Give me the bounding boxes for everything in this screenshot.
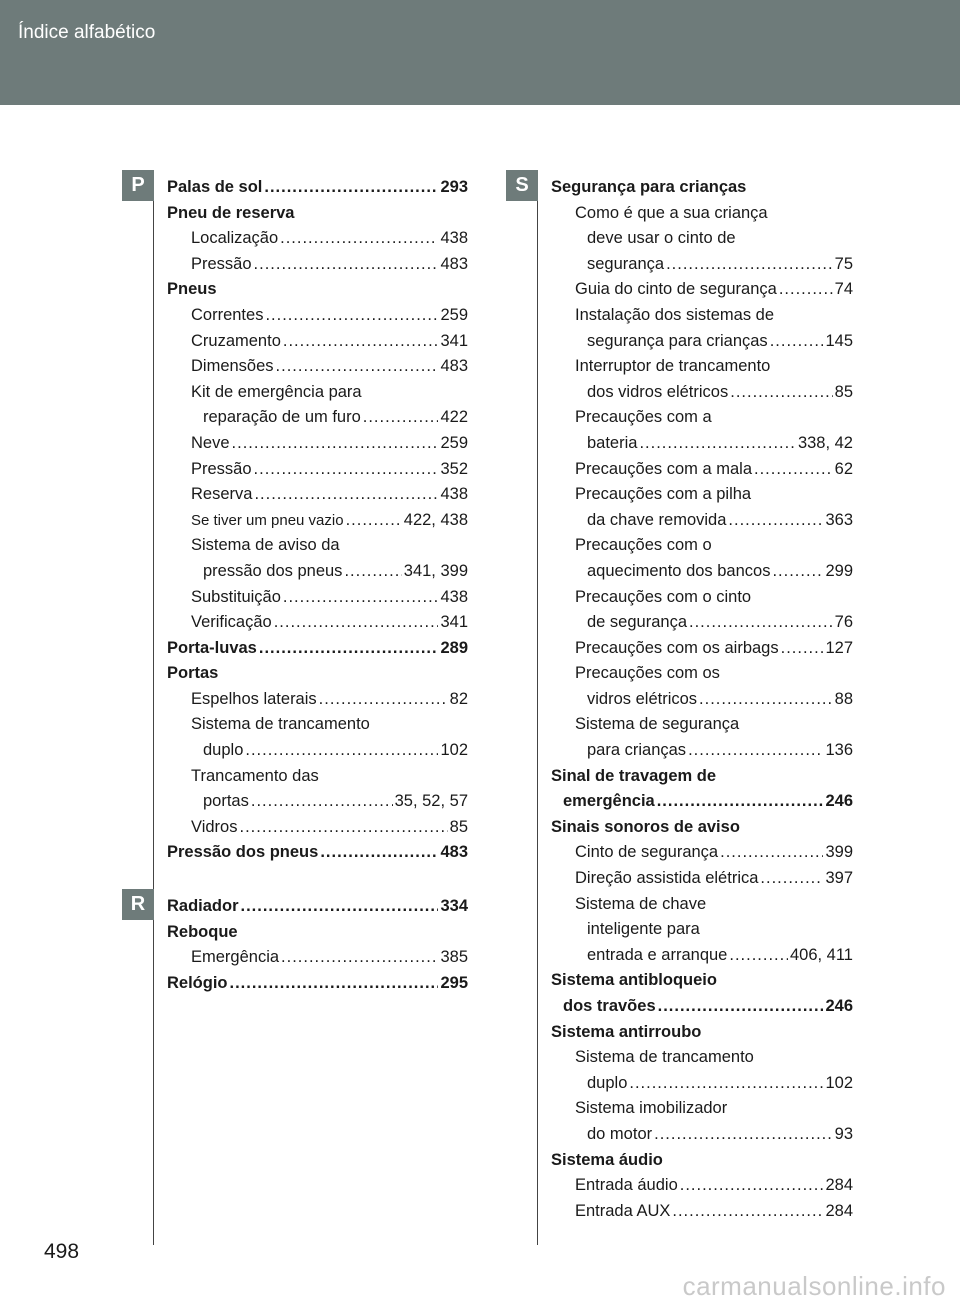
index-entry: [191, 431, 468, 457]
dot-leader: [666, 252, 833, 278]
entry-term: emergência: [563, 792, 655, 811]
index-entry: [575, 866, 853, 892]
dot-leader: [274, 610, 439, 636]
entry-page-ref: 102: [440, 741, 468, 760]
index-entry: [587, 226, 853, 252]
entry-page-ref: 422: [440, 408, 468, 427]
dot-leader: [658, 994, 824, 1020]
entry-term: Palas de sol: [167, 178, 263, 196]
index-entry: [575, 661, 853, 687]
entry-term: pressão dos pneus: [203, 561, 343, 580]
index-entry: [191, 585, 468, 611]
entry-term: Direção assistida elétrica: [575, 869, 759, 888]
index-entry: [191, 712, 468, 738]
index-column-right: [551, 175, 853, 1224]
dot-leader: [251, 789, 393, 815]
dot-leader: [680, 1173, 824, 1199]
entry-page-ref: 259: [440, 305, 468, 324]
dot-leader: [241, 894, 439, 920]
dot-leader: [629, 1071, 823, 1097]
entry-term: bateria: [587, 433, 638, 452]
entry-page-ref: 284: [825, 1201, 853, 1220]
entry-term: dos vidros elétricos: [587, 382, 729, 401]
index-entry: [551, 1148, 853, 1174]
entry-term: Entrada áudio: [575, 1176, 678, 1195]
index-entry: [191, 329, 468, 355]
entry-page-ref: 35, 52, 57: [394, 792, 468, 811]
page-number: 498: [44, 1240, 80, 1263]
dot-leader: [346, 508, 402, 534]
entry-term: vidros elétricos: [587, 689, 698, 708]
dot-leader: [770, 329, 824, 355]
entry-term: Precauções com a mala: [575, 459, 752, 478]
dot-leader: [344, 559, 401, 585]
dot-leader: [245, 738, 438, 764]
dot-leader: [699, 687, 833, 713]
entry-term: Sistema de segurança: [575, 715, 740, 734]
index-entry: [575, 533, 853, 559]
entry-page-ref: 85: [834, 382, 853, 401]
entry-term: Pressão: [191, 459, 252, 478]
entry-page-ref: 75: [834, 254, 853, 273]
index-column-left: [167, 175, 468, 996]
entry-term: Radiador: [167, 897, 239, 916]
entry-page-ref: 438: [440, 485, 468, 504]
dot-leader: [639, 431, 795, 457]
entry-page-ref: 341: [440, 613, 468, 632]
column-divider-left: [153, 170, 154, 1245]
index-entry: [167, 175, 468, 201]
entry-page-ref: 385: [440, 948, 468, 967]
index-entry: [191, 303, 468, 329]
entry-page-ref: 74: [834, 280, 853, 299]
dot-leader: [254, 252, 439, 278]
index-entry: [587, 687, 853, 713]
entry-term: Trancamento das: [191, 766, 319, 785]
dot-leader: [772, 559, 823, 585]
dot-leader: [779, 277, 833, 303]
dot-leader: [730, 380, 832, 406]
index-entry: [563, 994, 853, 1020]
entry-term: Pneu de reserva: [167, 203, 295, 222]
entry-term: Kit de emergência para: [191, 382, 362, 401]
entry-term: Portas: [167, 664, 219, 683]
entry-page-ref: 406, 411: [789, 945, 853, 964]
entry-page-ref: 483: [440, 254, 468, 273]
index-entry: [167, 661, 468, 687]
index-entry: [551, 968, 853, 994]
dot-leader: [319, 687, 448, 713]
dot-leader: [283, 329, 439, 355]
dot-leader: [657, 789, 824, 815]
watermark: carmanualsonline.info: [682, 1271, 946, 1301]
entry-term: duplo: [587, 1073, 628, 1092]
dot-leader: [254, 457, 439, 483]
entry-page-ref: 102: [825, 1073, 853, 1092]
index-entry: [551, 815, 853, 841]
entry-page-ref: 341: [440, 331, 468, 350]
dot-leader: [729, 943, 788, 969]
entry-page-ref: 136: [825, 741, 853, 760]
entry-page-ref: 246: [825, 792, 853, 811]
entry-page-ref: 93: [834, 1124, 853, 1143]
index-entry: [191, 815, 468, 841]
dot-leader: [232, 431, 439, 457]
entry-page-ref: 62: [834, 459, 853, 478]
entry-term: Instalação dos sistemas de: [575, 305, 775, 324]
index-entry: [575, 405, 853, 431]
index-entry: [587, 431, 853, 457]
entry-term: Reboque: [167, 922, 238, 941]
entry-term: Precauções com os: [575, 664, 720, 683]
entry-term: Localização: [191, 229, 279, 248]
index-entry: [575, 892, 853, 918]
entry-term: duplo: [203, 741, 244, 760]
index-entry: [167, 894, 468, 920]
index-entry: [203, 405, 468, 431]
index-entry: [587, 1122, 853, 1148]
index-entry: [587, 1071, 853, 1097]
entry-page-ref: 88: [834, 689, 853, 708]
dot-leader: [754, 457, 833, 483]
index-entry: [575, 1096, 853, 1122]
entry-term: Dimensões: [191, 357, 274, 376]
letter-tab-s: S: [506, 170, 538, 201]
entry-term: deve usar o cinto de: [587, 229, 736, 248]
entry-term: segurança: [587, 254, 665, 273]
letter-tab-r: R: [122, 889, 154, 920]
index-entry: [167, 636, 468, 662]
dot-leader: [760, 866, 823, 892]
entry-page-ref: 246: [825, 997, 853, 1015]
entry-term: Pressão: [191, 254, 252, 273]
index-entry: [587, 252, 853, 278]
index-entry: [167, 920, 468, 946]
index-entry: [191, 533, 468, 559]
page-title: Índice alfabético: [18, 22, 156, 43]
column-divider-right: [537, 170, 538, 1245]
entry-page-ref: 284: [825, 1176, 853, 1195]
entry-page-ref: 338, 42: [797, 433, 853, 452]
entry-page-ref: 259: [440, 433, 468, 452]
index-entry: [191, 687, 468, 713]
index-entry: [575, 354, 853, 380]
dot-leader: [672, 1199, 823, 1225]
entry-term: Guia do cinto de segurança: [575, 280, 777, 299]
entry-term: Como é que a sua criança: [575, 203, 768, 222]
entry-term: Sistema de trancamento: [575, 1048, 754, 1067]
dot-leader: [259, 636, 439, 662]
dot-leader: [363, 405, 439, 431]
entry-term: Cinto de segurança: [575, 843, 719, 862]
index-entry: [587, 329, 853, 355]
index-entry: [575, 636, 853, 662]
index-entry: [191, 508, 468, 534]
dot-leader: [265, 303, 438, 329]
entry-term: Precauções com a pilha: [575, 485, 752, 504]
index-entry: [551, 764, 853, 790]
entry-term: Precauções com os airbags: [575, 638, 779, 657]
dot-leader: [281, 945, 438, 971]
entry-page-ref: 397: [825, 869, 853, 888]
entry-term: segurança para crianças: [587, 331, 768, 350]
index-entry: [575, 277, 853, 303]
index-entry: [587, 943, 853, 969]
entry-term: Precauções com o cinto: [575, 587, 752, 606]
index-entry: [203, 559, 468, 585]
index-entry: [167, 201, 468, 227]
entry-term: Sistema imobilizador: [575, 1099, 728, 1118]
dot-leader: [720, 840, 823, 866]
entry-term: Reserva: [191, 485, 253, 504]
entry-term: entrada e arranque: [587, 945, 728, 964]
entry-term: Segurança para crianças: [551, 178, 747, 196]
entry-term: Sistema antirroubo: [551, 1022, 702, 1041]
index-entry: [167, 277, 468, 303]
entry-page-ref: 483: [440, 357, 468, 376]
index-entry: [191, 482, 468, 508]
index-entry: [575, 201, 853, 227]
index-entry: [191, 764, 468, 790]
entry-term: Precauções com o: [575, 536, 712, 555]
index-entry: [191, 226, 468, 252]
index-entry: [575, 1173, 853, 1199]
entry-term: Sistema áudio: [551, 1150, 663, 1169]
entry-term: aquecimento dos bancos: [587, 561, 771, 580]
letter-tab-p: P: [122, 170, 154, 201]
index-entry: [203, 738, 468, 764]
entry-term: Neve: [191, 433, 230, 452]
entry-term: Correntes: [191, 305, 264, 324]
dot-leader: [276, 354, 439, 380]
entry-term: dos travões: [563, 997, 656, 1015]
entry-page-ref: 483: [440, 843, 468, 862]
entry-term: do motor: [587, 1124, 653, 1143]
index-entry: [575, 1199, 853, 1225]
dot-leader: [280, 226, 438, 252]
index-entry: [575, 1045, 853, 1071]
entry-term: Sistema de chave: [575, 894, 707, 913]
entry-term: inteligente para: [587, 920, 700, 939]
entry-page-ref: 341, 399: [403, 561, 468, 580]
index-entry: [575, 482, 853, 508]
index-entry: [551, 175, 853, 201]
entry-term: Sinais sonoros de aviso: [551, 817, 740, 836]
entry-page-ref: 399: [825, 843, 853, 862]
entry-term: Relógio: [167, 973, 228, 992]
index-entry: [191, 945, 468, 971]
entry-term: Cruzamento: [191, 331, 281, 350]
index-entry: [191, 252, 468, 278]
entry-term: para crianças: [587, 741, 687, 760]
entry-page-ref: 127: [825, 638, 853, 657]
dot-leader: [254, 482, 438, 508]
entry-term: de segurança: [587, 613, 687, 632]
entry-term: Pressão dos pneus: [167, 843, 319, 862]
entry-term: Substituição: [191, 587, 281, 606]
entry-term: Interruptor de trancamento: [575, 357, 771, 376]
index-entry: [587, 559, 853, 585]
section-gap: [167, 866, 468, 894]
index-entry: [587, 738, 853, 764]
index-entry: [575, 457, 853, 483]
entry-page-ref: 299: [825, 561, 853, 580]
entry-term: Espelhos laterais: [191, 689, 317, 708]
entry-term: Precauções com a: [575, 408, 712, 427]
dot-leader: [654, 1122, 833, 1148]
index-entry: [563, 789, 853, 815]
entry-term: Emergência: [191, 948, 280, 967]
entry-term: Se tiver um pneu vazio: [191, 511, 344, 529]
index-entry: [167, 840, 468, 866]
header-band: [0, 0, 960, 105]
entry-page-ref: 363: [825, 510, 853, 529]
entry-term: Entrada AUX: [575, 1201, 671, 1220]
entry-page-ref: 334: [440, 897, 468, 916]
index-entry: [191, 457, 468, 483]
index-entry: [575, 585, 853, 611]
entry-page-ref: 82: [449, 689, 468, 708]
index-entry: [587, 508, 853, 534]
entry-term: Vidros: [191, 817, 238, 836]
dot-leader: [239, 815, 447, 841]
entry-page-ref: 76: [834, 613, 853, 632]
dot-leader: [283, 585, 439, 611]
dot-leader: [264, 175, 438, 201]
index-entry: [575, 712, 853, 738]
entry-term: da chave removida: [587, 510, 727, 529]
entry-term: Porta-luvas: [167, 638, 257, 657]
index-entry: [191, 610, 468, 636]
entry-term: portas: [203, 792, 249, 811]
entry-term: Sistema de aviso da: [191, 536, 340, 555]
index-entry: [191, 380, 468, 406]
dot-leader: [688, 738, 823, 764]
dot-leader: [230, 971, 439, 997]
entry-term: Sinal de travagem de: [551, 766, 717, 785]
index-entry: [575, 303, 853, 329]
index-entry: [587, 610, 853, 636]
index-entry: [587, 380, 853, 406]
entry-page-ref: 438: [440, 587, 468, 606]
entry-page-ref: 293: [440, 178, 468, 196]
index-entry: [587, 917, 853, 943]
dot-leader: [728, 508, 823, 534]
index-entry: [575, 840, 853, 866]
entry-page-ref: 438: [440, 229, 468, 248]
entry-page-ref: 295: [440, 973, 468, 992]
entry-term: Pneus: [167, 280, 217, 299]
entry-page-ref: 289: [440, 638, 468, 657]
entry-page-ref: 85: [449, 817, 468, 836]
index-entry: [167, 971, 468, 997]
dot-leader: [781, 636, 824, 662]
entry-term: Sistema antibloqueio: [551, 971, 717, 990]
index-entry: [551, 1020, 853, 1046]
dot-leader: [320, 840, 438, 866]
index-entry: [203, 789, 468, 815]
entry-page-ref: 422, 438: [403, 510, 468, 529]
dot-leader: [689, 610, 833, 636]
entry-term: reparação de um furo: [203, 408, 361, 427]
entry-term: Verificação: [191, 613, 272, 632]
entry-page-ref: 352: [440, 459, 468, 478]
index-entry: [191, 354, 468, 380]
entry-term: Sistema de trancamento: [191, 715, 370, 734]
entry-page-ref: 145: [825, 331, 853, 350]
